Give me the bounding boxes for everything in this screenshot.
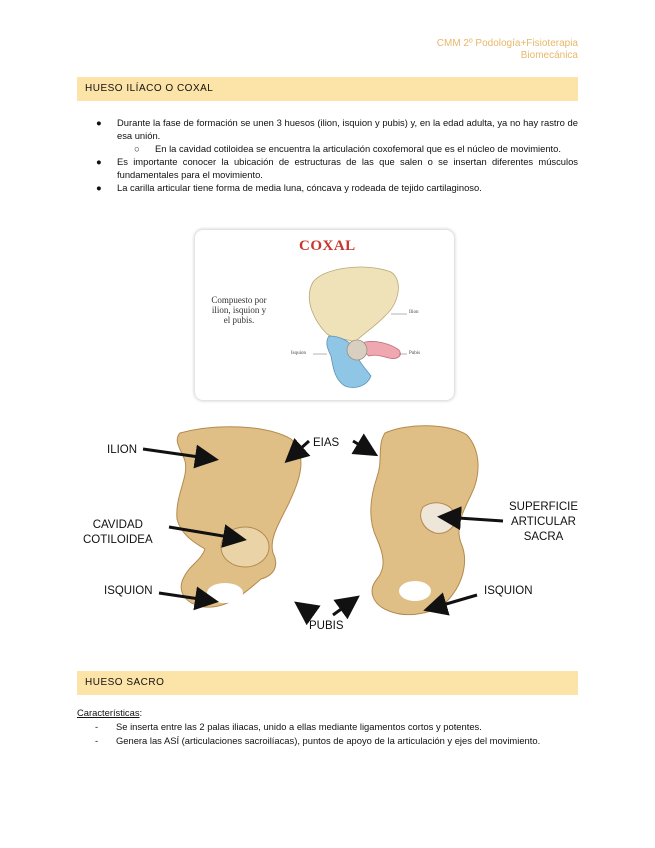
header-subject: Biomecánica bbox=[520, 50, 578, 61]
section-title-coxal: HUESO ILÍACO O COXAL bbox=[77, 77, 578, 101]
item-text: Se inserta entre las 2 palas iliacas, unido a ellas mediante ligamentos cortos y potentes. bbox=[116, 721, 482, 732]
list-item bbox=[77, 181, 578, 194]
coxal-illustration bbox=[195, 230, 454, 400]
coxal-figure bbox=[195, 230, 454, 400]
label-ilion: ILION bbox=[107, 444, 138, 456]
arrow-pubis-left bbox=[299, 605, 313, 615]
dash-glyph: - bbox=[95, 735, 99, 746]
label-superficie-articular-sacra: SUPERFICIE ARTICULAR SACRA bbox=[509, 501, 579, 543]
label-isquion-right: ISQUION bbox=[484, 585, 533, 597]
sub-bullet-glyph: ○ bbox=[134, 143, 140, 154]
coxal-bullet-list bbox=[77, 116, 578, 194]
running-header bbox=[437, 38, 578, 62]
coxal-figure-caption: Compuesto por ilion, isquion y el pubis. bbox=[211, 295, 267, 325]
sub-bullet-text: En la cavidad cotiloidea se encuentra la articulación coxofemoral que es el núcleo de movimiento. bbox=[155, 143, 561, 154]
bullet-text: Durante la fase de formación se unen 3 huesos (ilion, isquion y pubis) y, en la edad adulta, ya no hay rastro de esa unión. bbox=[117, 117, 578, 141]
right-obturator-foramen bbox=[399, 581, 431, 601]
bone-comparison-figure bbox=[77, 415, 597, 640]
left-coxal-bone bbox=[177, 427, 301, 607]
bullet-text: La carilla articular tiene forma de media luna, cóncava y rodeada de tejido cartilaginoso. bbox=[117, 182, 482, 193]
coxal-label-isquion: Isquion bbox=[291, 351, 306, 356]
section-title-sacro: HUESO SACRO bbox=[77, 671, 578, 695]
coxal-label-ilion: Ilion bbox=[409, 310, 419, 315]
label-pubis: PUBIS bbox=[309, 620, 344, 632]
label-isquion-left: ISQUION bbox=[104, 585, 153, 597]
left-acetabulum-shape bbox=[221, 527, 269, 567]
bullet-glyph: ● bbox=[96, 156, 102, 167]
list-sub-item bbox=[77, 142, 578, 155]
item-text: Genera las ASÍ (articulaciones sacroilíacas), puntos de apoyo de la articulación y ejes del movimiento. bbox=[116, 735, 541, 746]
ilion-region bbox=[309, 267, 398, 342]
acetabulum-shape bbox=[347, 340, 367, 360]
coxal-figure-title: COXAL bbox=[299, 238, 356, 254]
sacro-section bbox=[77, 706, 578, 748]
coxal-label-pubis: Pubis bbox=[409, 351, 421, 356]
dash-glyph: - bbox=[95, 721, 99, 732]
list-item bbox=[77, 720, 578, 734]
header-course: CMM 2º Podología+Fisioterapia bbox=[436, 38, 578, 49]
list-item bbox=[77, 734, 578, 748]
label-eias: EIAS bbox=[313, 437, 340, 449]
bullet-text: Es importante conocer la ubicación de estructuras de las que salen o se insertan diferentes músculos fundamentales para el movimiento. bbox=[117, 156, 578, 180]
pubis-region bbox=[363, 341, 400, 358]
arrow-eias-right bbox=[353, 441, 373, 453]
bullet-glyph: ● bbox=[96, 182, 102, 193]
label-cavidad-cotiloidea: CAVIDAD COTILOIDEA bbox=[83, 519, 153, 546]
list-item bbox=[77, 155, 578, 181]
subtitle: Características: bbox=[77, 707, 143, 718]
subtitle-text: Características bbox=[77, 707, 140, 718]
list-item bbox=[77, 116, 578, 142]
bullet-glyph: ● bbox=[96, 117, 102, 128]
arrow-pubis-right bbox=[333, 599, 355, 615]
